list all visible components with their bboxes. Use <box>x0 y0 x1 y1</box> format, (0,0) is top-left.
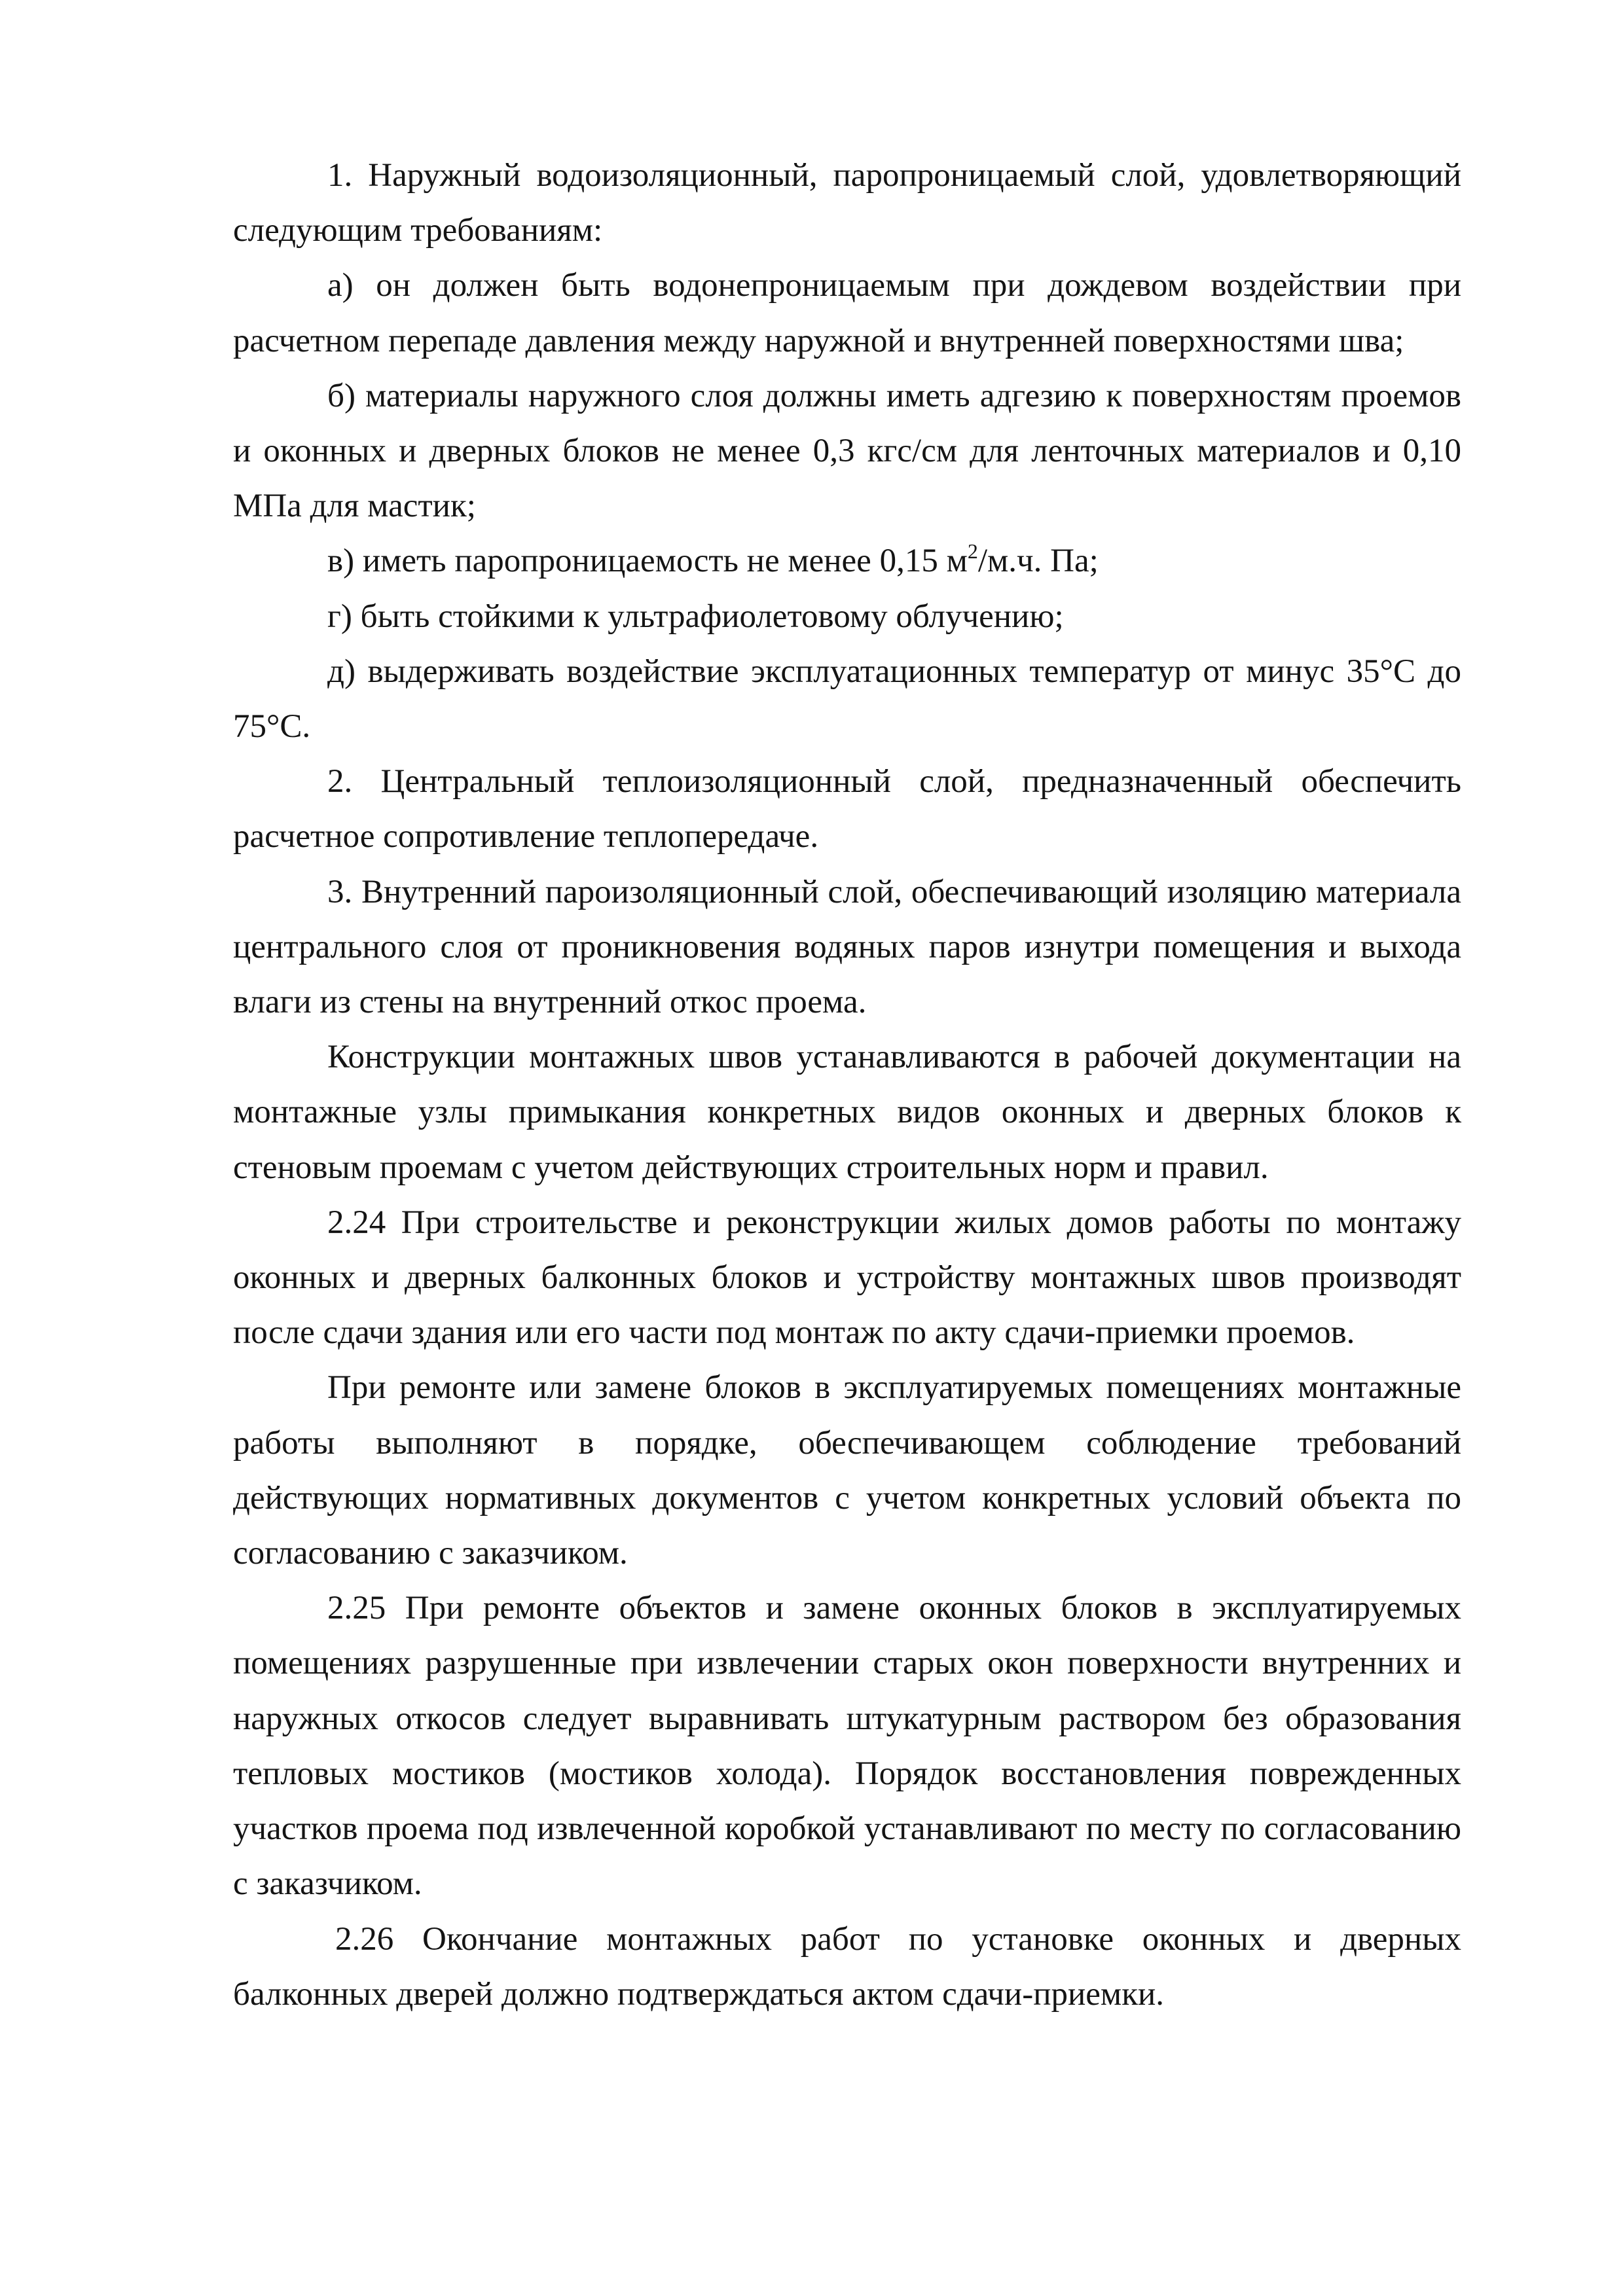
list-item-1a: а) он должен быть водонепроницаемым при дождевом воздействии при расчетном перепаде давления между наружной и внутренней поверхностями шва; <box>233 267 1461 359</box>
paragraph-2-26: 2.26 Окончание монтажных работ по установке оконных и дверных балконных дверей должно подтверждаться актом сдачи-приемки. <box>233 1920 1461 2013</box>
paragraph-2-24: 2.24 При строительстве и реконструкции жилых домов работы по монтажу оконных и дверных балконных блоков и устройству монтажных швов производят после сдачи здания или его части под монтаж по акту сдачи-приемки проемов. <box>233 1204 1461 1352</box>
list-item-1e: д) выдерживать воздействие эксплуатационных температур от минус 35°С до 75°С. <box>233 653 1461 745</box>
list-item-1d: г) быть стойкими к ультрафиолетовому облучению; <box>327 598 1064 635</box>
list-item-1c <box>233 533 1461 588</box>
list-item-1b: б) материалы наружного слоя должны иметь адгезию к поверхностям проемов и оконных и дверных блоков не менее 0,3 кгс/см для ленточных материалов и 0,10 МПа для мастик; <box>233 377 1461 525</box>
document-body <box>233 148 1461 2022</box>
paragraph-constructions: Конструкции монтажных швов устанавливаются в рабочей документации на монтажные узлы примыкания конкретных видов оконных и дверных блоков к стеновым проемам с учетом действующих строительных норм и правил. <box>233 1039 1461 1186</box>
list-item-3: 3. Внутренний пароизоляционный слой, обеспечивающий изоляцию материала центрального слоя от проникновения водяных паров изнутри помещения и выхода влаги из стены на внутренний откос проема. <box>233 873 1461 1021</box>
paragraph-repair: При ремонте или замене блоков в эксплуатируемых помещениях монтажные работы выполняют в порядке, обеспечивающем соблюдение требований действующих нормативных документов с учетом конкретных условий объекта по согласованию с заказчиком. <box>233 1369 1461 1572</box>
list-item-2: 2. Центральный теплоизоляционный слой, предназначенный обеспечить расчетное сопротивление теплопередаче. <box>233 763 1461 855</box>
paragraph-2-25: 2.25 При ремонте объектов и замене оконных блоков в эксплуатируемых помещениях разрушенные при извлечении старых окон поверхности внутренних и наружных откосов следует выравнивать штукатурным раствором без образования тепловых мостиков (мостиков холода). Порядок восстановления поврежденных участков проема под извлеченной коробкой устанавливают по месту по согласованию с заказчиком. <box>233 1590 1461 1903</box>
list-item-1: 1. Наружный водоизоляционный, паропроницаемый слой, удовлетворяющий следующим требованиям: <box>233 157 1461 249</box>
superscript-2: 2 <box>967 539 978 564</box>
list-item-1c-unit: /м.ч. Па; <box>977 543 1099 580</box>
list-item-1c-text: в) иметь паропроницаемость не менее 0,15 м <box>327 543 968 580</box>
